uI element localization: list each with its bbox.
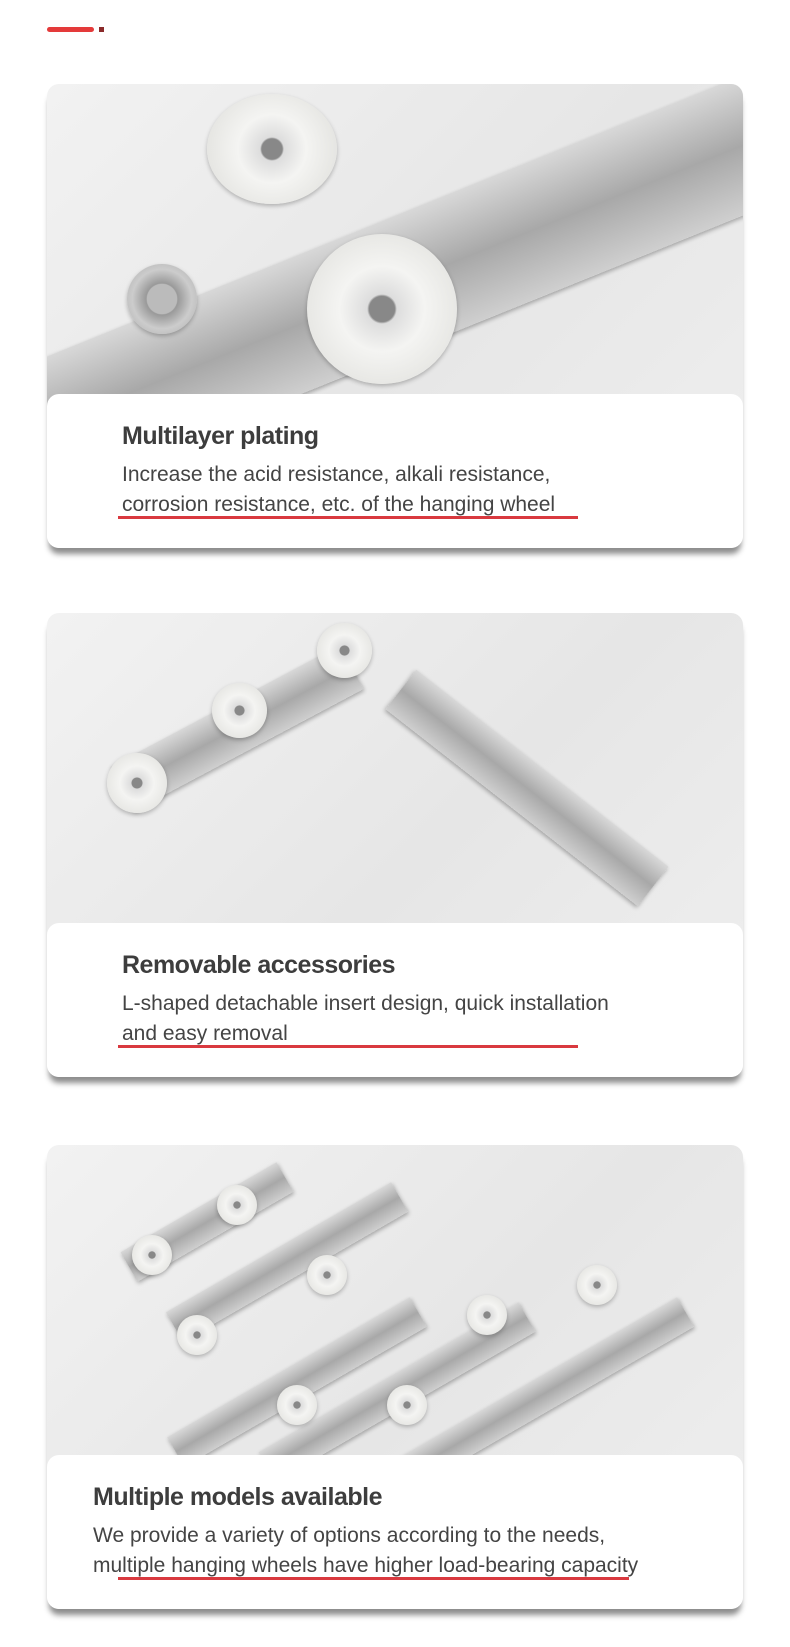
red-underline bbox=[118, 516, 578, 519]
feature-description bbox=[122, 989, 609, 1049]
feature-card-models bbox=[47, 1145, 743, 1609]
description-line: We provide a variety of options according to the needs, bbox=[93, 1524, 606, 1547]
description-line: multiple hanging wheels have higher load-bearing capacity bbox=[93, 1554, 639, 1577]
product-photo-models bbox=[47, 1145, 743, 1475]
feature-title: Removable accessories bbox=[122, 951, 396, 979]
red-underline bbox=[118, 1045, 578, 1048]
feature-title: Multiple models available bbox=[93, 1483, 382, 1511]
feature-card-removable bbox=[47, 613, 743, 1077]
description-line: and easy removal bbox=[122, 1022, 288, 1045]
feature-card-plating bbox=[47, 84, 743, 548]
feature-description bbox=[93, 1521, 638, 1581]
description-line: Increase the acid resistance, alkali resistance, bbox=[122, 463, 551, 486]
red-underline bbox=[118, 1577, 629, 1580]
feature-title: Multilayer plating bbox=[122, 422, 319, 450]
description-line: L-shaped detachable insert design, quick installation bbox=[122, 992, 609, 1015]
description-line: corrosion resistance, etc. of the hanging wheel bbox=[122, 493, 556, 516]
product-photo-closeup bbox=[47, 84, 743, 414]
product-photo-accessories bbox=[47, 613, 743, 943]
feature-description bbox=[122, 460, 555, 520]
